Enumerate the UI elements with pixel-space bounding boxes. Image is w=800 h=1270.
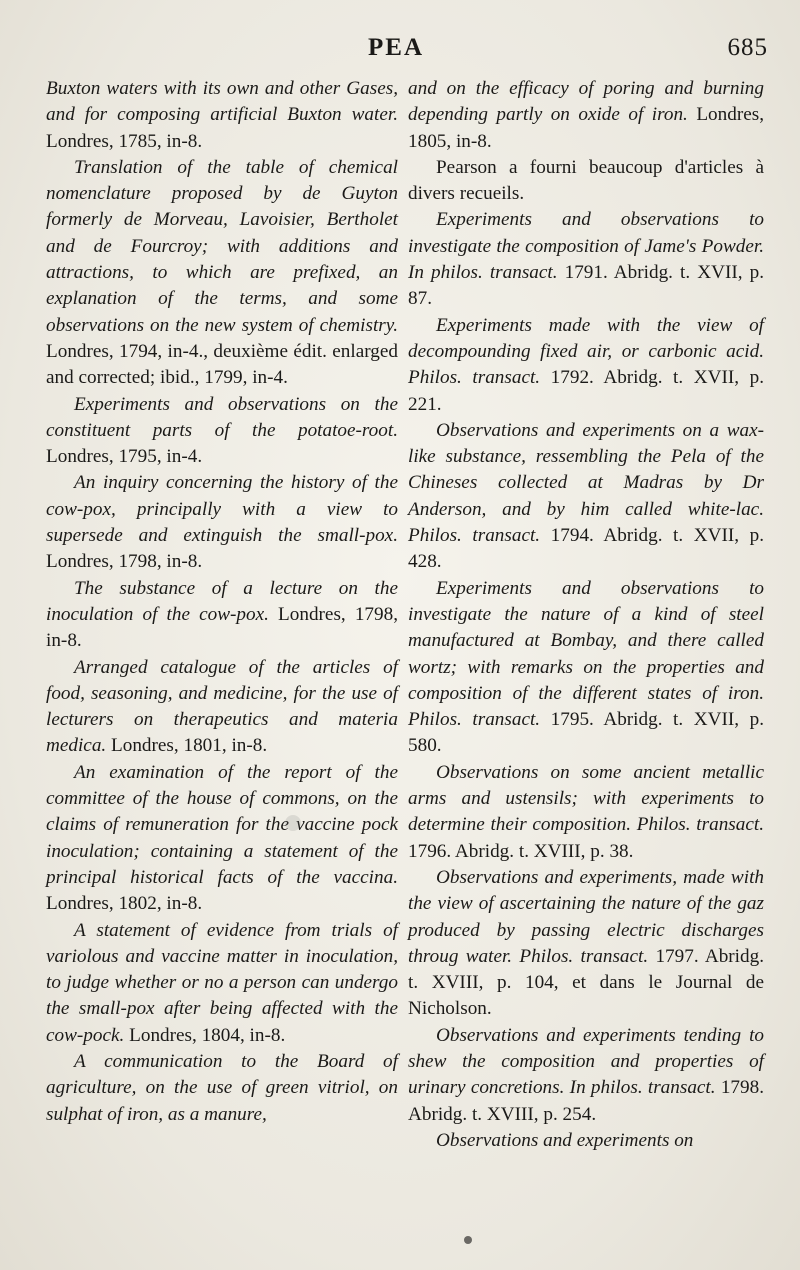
entry-publication: Londres, 1794, in-4., deuxième édit. enlarged and corrected; ibid., 1799, in-4.: [46, 340, 398, 389]
entry-title: Observations on some ancient metallic arms and ustensils; with experiments to determine their composition. Philos. transact.: [408, 761, 764, 836]
entry-publication: 1798. Abridg. t. XVIII, p. 254.: [408, 1077, 764, 1125]
right-column: [408, 76, 764, 1154]
entry-title: and on the efficacy of poring and burning depending partly on oxide of iron.: [408, 78, 764, 126]
entry-publication: Pearson a fourni beaucoup d'articles à divers recueils.: [408, 156, 764, 205]
entry-publication: 1792. Abridg. t. XVII, p. 221.: [408, 367, 764, 415]
bibliography-entry: [46, 760, 398, 918]
bibliography-entry: [408, 418, 764, 576]
entry-title: Observations and experiments, made with the view of ascertaining the nature of the gaz produced by passing electric discharges throug water. Philos. transact.: [408, 866, 764, 967]
entry-publication: Londres, 1801, in-8.: [106, 735, 268, 757]
ink-dot: [464, 1236, 472, 1244]
page-title: PEA: [368, 34, 424, 61]
entry-title: Observations and experiments on: [436, 1129, 694, 1151]
entry-title: Experiments and observations to investigate the composition of Jame's Powder. In philos. transact.: [408, 209, 764, 284]
bibliography-entry: [46, 155, 398, 392]
entry-title: Arranged catalogue of the articles of food, seasoning, and medicine, for the use of lecturers on therapeutics and materia medica.: [46, 656, 398, 757]
entry-title: An inquiry concerning the history of the cow-pox, principally with a view to supersede and extinguish the small-pox.: [46, 472, 398, 547]
page-number: 685: [727, 34, 768, 61]
entry-title: Experiments and observations to investigate the nature of a kind of steel manufactured at Bombay, and there called wortz; with remarks on the properties and composition of the different states of iron. Philos. transact.: [408, 577, 764, 731]
entry-publication: Londres, 1798, in-8.: [46, 603, 398, 652]
entry-publication: Londres, 1802, in-8.: [46, 893, 203, 915]
entry-title: A statement of evidence from trials of variolous and vaccine matter in inoculation, to judge whether or no a person can undergo the small-pox after being affected with the cow-pock.: [46, 919, 398, 1046]
entry-publication: 1791. Abridg. t. XVII, p. 87.: [408, 262, 765, 310]
bibliography-entry: [408, 155, 764, 208]
bibliography-entry: [408, 865, 764, 1023]
bibliography-entry: [408, 1128, 764, 1154]
entry-publication: 1795. Abridg. t. XVII, p. 580.: [408, 709, 764, 757]
entry-title: Observations and experiments on a wax-like substance, ressembling the Pela of the Chineses collected at Madras by Dr Anderson, and by him called white-lac. Philos. transact.: [408, 419, 764, 547]
entry-title: Translation of the table of chemical nomenclature proposed by de Guyton formerly de Morveau, Lavoisier, Bertholet and de Fourcroy; with additions and attractions, to which are prefixed, an explanation of the terms, and some observations on the new system of chemistry.: [46, 156, 398, 336]
bibliography-entry: [46, 470, 398, 575]
bibliography-entry: [408, 1023, 764, 1128]
bibliography-entry: [46, 655, 398, 760]
entry-title: The substance of a lecture on the inoculation of the cow-pox.: [46, 577, 398, 625]
bibliography-entry: [408, 760, 764, 865]
bibliography-entry: [46, 576, 398, 655]
bibliography-entry: [46, 76, 398, 155]
bibliography-entry: [408, 576, 764, 760]
left-column: [46, 76, 398, 1128]
entry-publication: 1796. Abridg. t. XVIII, p. 38.: [408, 840, 634, 862]
running-head: [0, 34, 800, 74]
bibliography-entry: [46, 1049, 398, 1128]
bibliography-entry: [46, 918, 398, 1049]
entry-title: Experiments made with the view of decompounding fixed air, or carbonic acid. Philos. transact.: [408, 314, 764, 389]
entry-publication: 1797. Abridg. t. XVIII, p. 104, et dans le Journal de Nicholson.: [408, 945, 764, 1020]
entry-title: Buxton waters with its own and other Gases, and for composing artificial Buxton water.: [46, 78, 398, 126]
entry-publication: Londres, 1798, in-8.: [46, 551, 203, 573]
entry-publication: 1794. Abridg. t. XVII, p. 428.: [408, 525, 764, 573]
entry-title: Observations and experiments tending to shew the composition and properties of urinary concretions. In philos. transact.: [408, 1024, 764, 1099]
entry-publication: Londres, 1804, in-8.: [124, 1024, 286, 1046]
entry-title: A communication to the Board of agriculture, on the use of green vitriol, on sulphat of iron, as a manure,: [46, 1050, 398, 1125]
entry-title: An examination of the report of the committee of the house of commons, on the claims of remuneration for the vaccine pock inoculation; containing a statement of the principal historical facts of the vaccina.: [46, 761, 398, 888]
bibliography-entry: [408, 76, 764, 155]
entry-publication: Londres, 1785, in-8.: [46, 130, 203, 152]
entry-publication: Londres, 1805, in-8.: [408, 104, 765, 152]
bibliography-entry: [408, 207, 764, 312]
bibliography-entry: [46, 392, 398, 471]
entry-publication: Londres, 1795, in-4.: [46, 446, 203, 468]
entry-title: Experiments and observations on the constituent parts of the potatoe-root.: [46, 393, 398, 441]
ink-smudge: [285, 815, 301, 831]
bibliography-entry: [408, 313, 764, 418]
